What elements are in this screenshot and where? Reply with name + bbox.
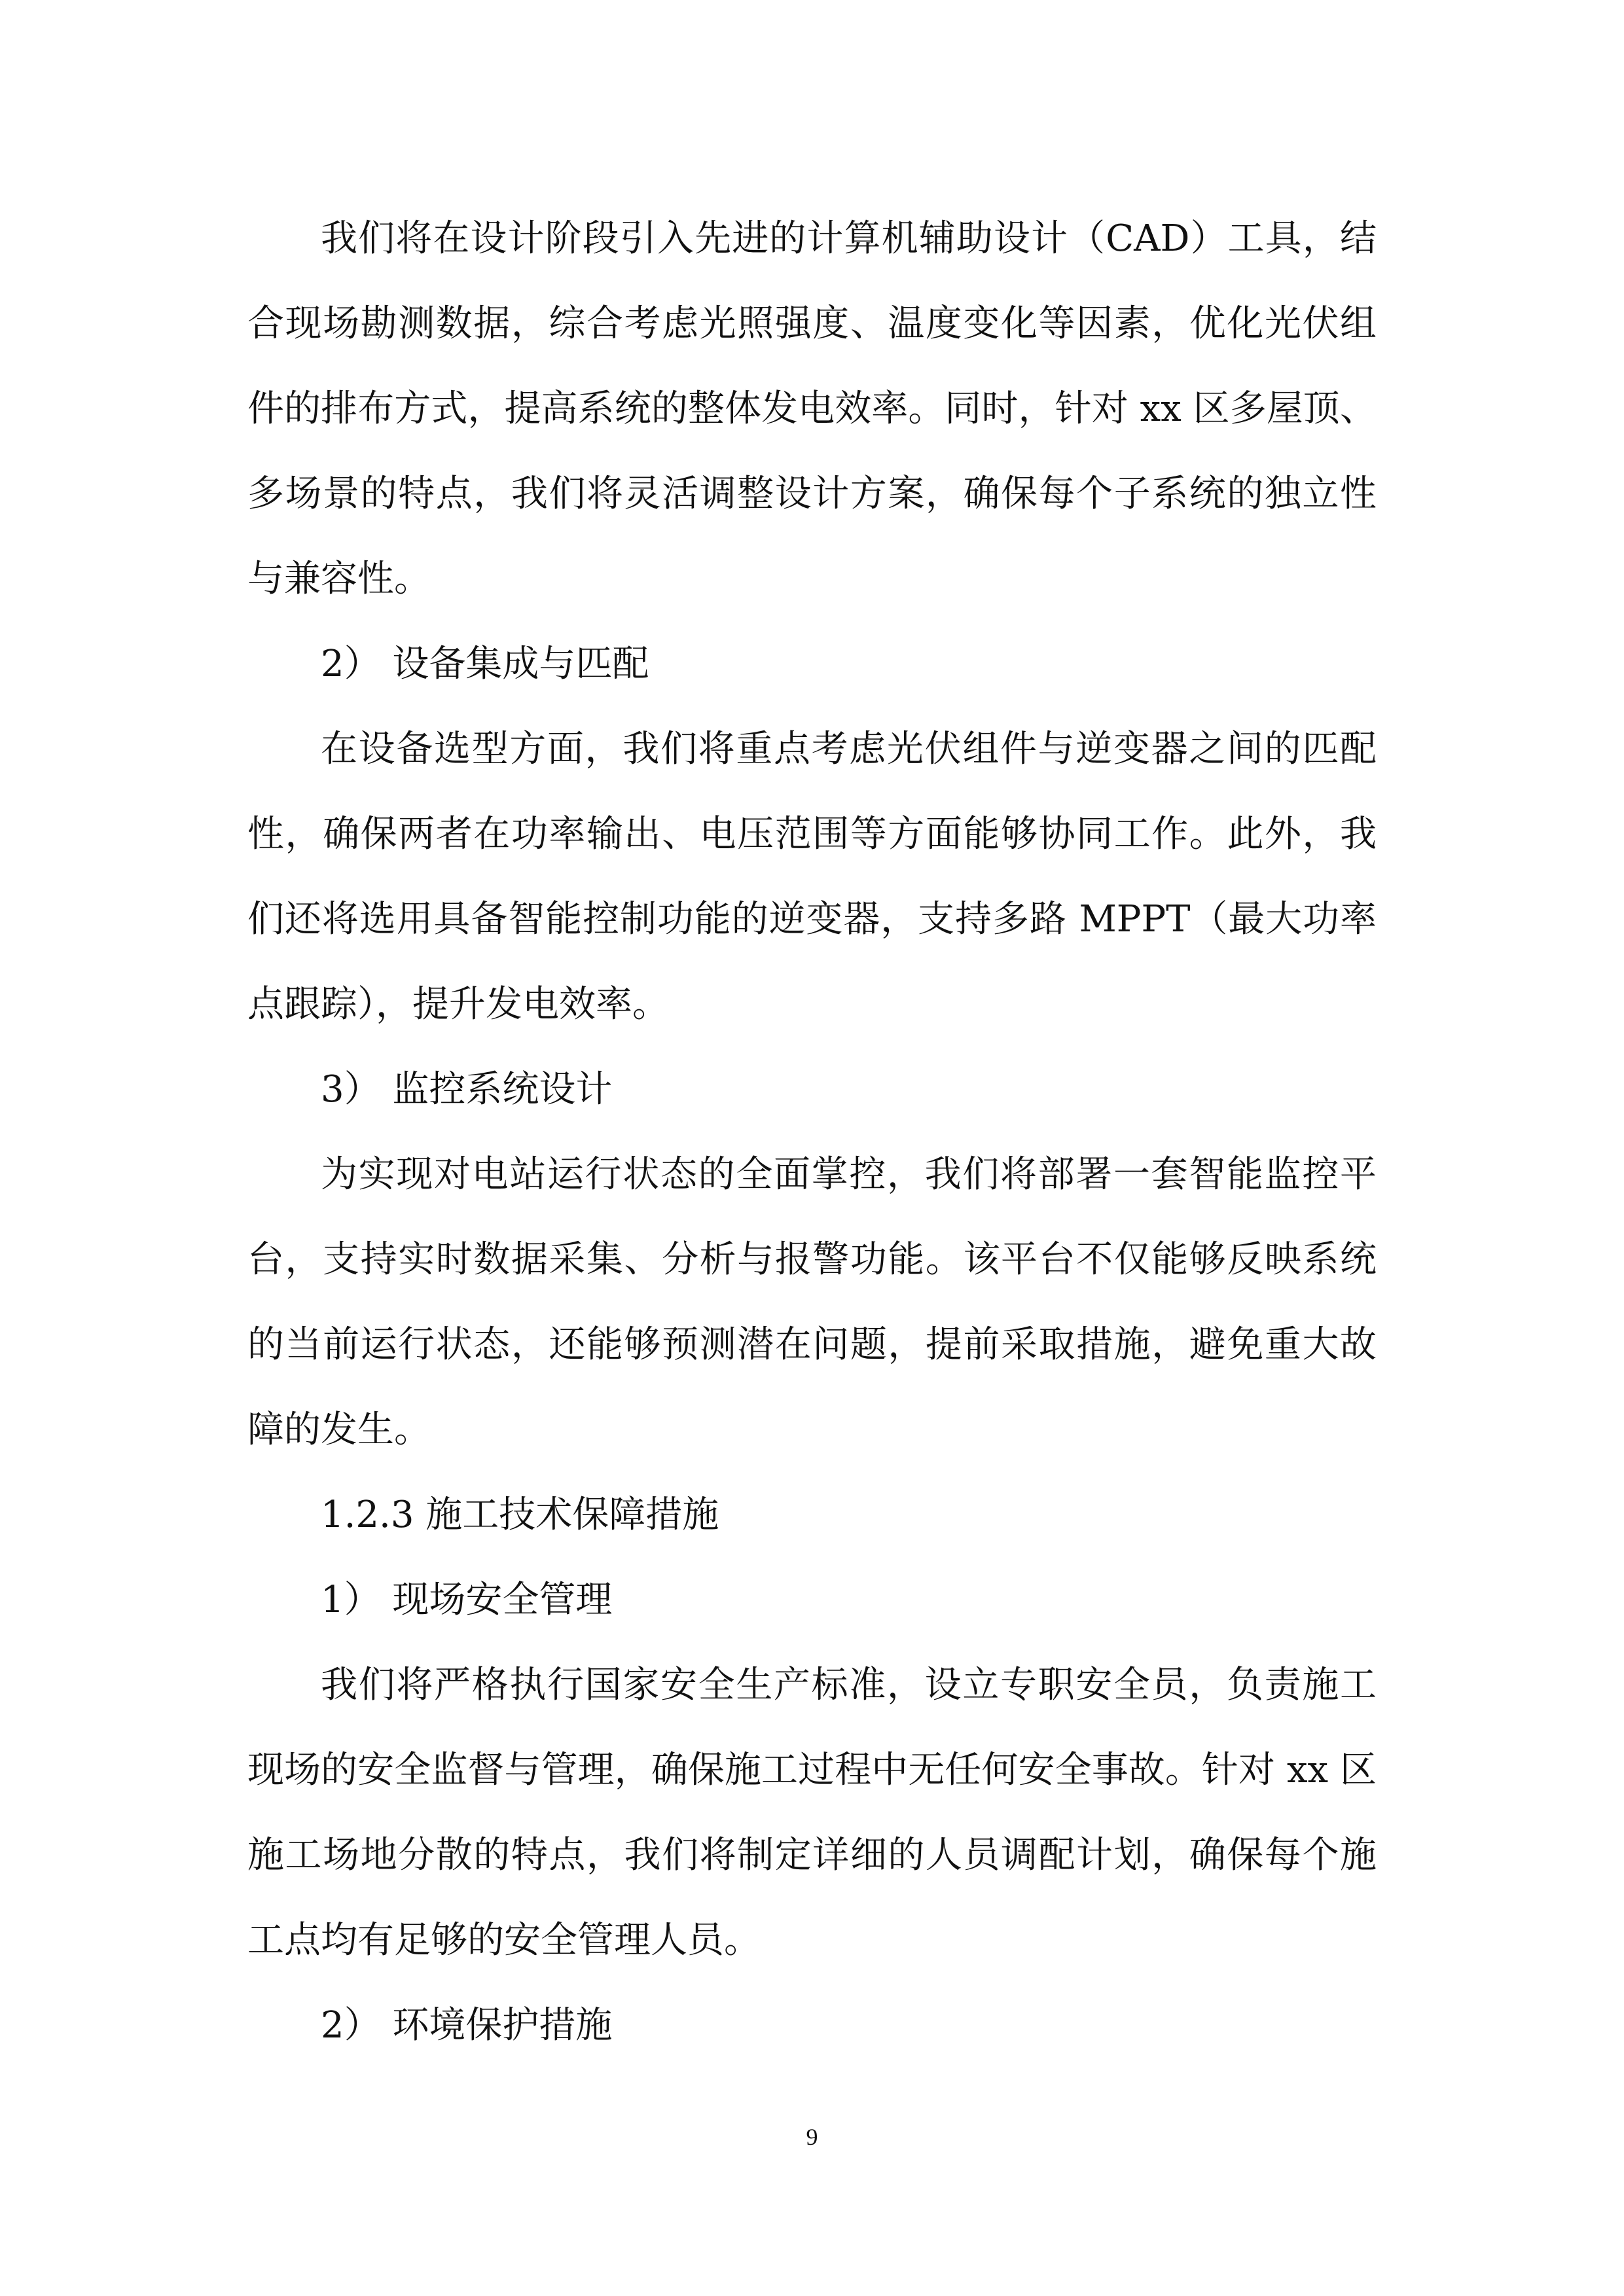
heading-site-safety: 1） 现场安全管理 xyxy=(321,1579,613,1621)
paragraph-cad-design: 我们将在设计阶段引入先进的计算机辅助设计（CAD）工具，结合现场勘测数据，综合考虑光照强度、温度变化等因素，优化光伏组件的排布方式，提高系统的整体发电效率。同时，针对 xx 区多屋顶、多场景的特点，我们将灵活调整设计方案，确保每个子系统的独立性与兼容性。 xyxy=(247,217,1377,600)
heading-section-1-2-3: 1.2.3 施工技术保障措施 xyxy=(321,1494,719,1536)
heading-environment-protection: 2） 环境保护措施 xyxy=(321,2004,613,2047)
heading-equipment-integration: 2） 设备集成与匹配 xyxy=(321,643,649,685)
paragraph-equipment-selection: 在设备选型方面，我们将重点考虑光伏组件与逆变器之间的匹配性，确保两者在功率输出、电压范围等方面能够协同工作。此外，我们还将选用具备智能控制功能的逆变器，支持多路 MPPT（最大功率点跟踪），提升发电效率。 xyxy=(247,728,1377,1026)
paragraph-monitoring-platform: 为实现对电站运行状态的全面掌控，我们将部署一套智能监控平台，支持实时数据采集、分析与报警功能。该平台不仅能够反映系统的当前运行状态，还能够预测潜在问题，提前采取措施，避免重大故障的发生。 xyxy=(247,1153,1377,1451)
paragraph-safety-management: 我们将严格执行国家安全生产标准，设立专职安全员，负责施工现场的安全监督与管理，确保施工过程中无任何安全事故。针对 xx 区施工场地分散的特点，我们将制定详细的人员调配计划，确保每个施工点均有足够的安全管理人员。 xyxy=(247,1664,1377,1962)
document-body xyxy=(247,196,1377,2068)
heading-monitoring-system: 3） 监控系统设计 xyxy=(321,1068,613,1111)
page-number: 9 xyxy=(806,2124,818,2150)
